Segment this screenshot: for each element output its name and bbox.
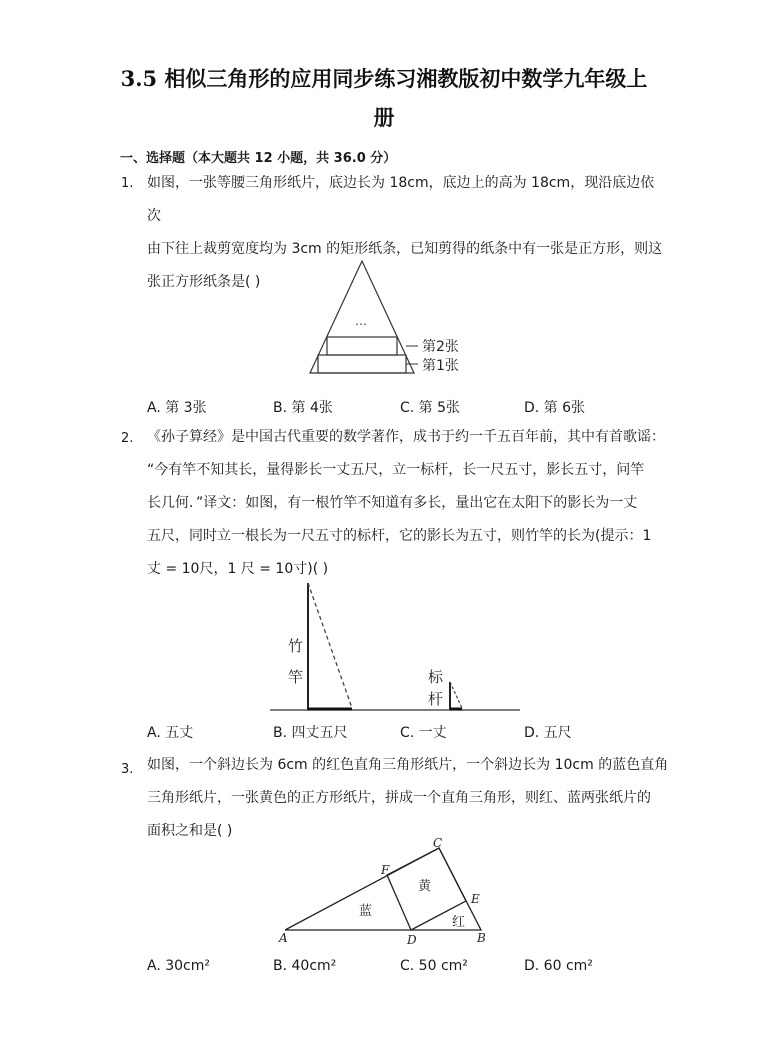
pole-label-char-2: 竿 — [288, 668, 304, 686]
stick-label-char-1: 标 — [428, 668, 444, 686]
question-3-figure — [275, 835, 495, 950]
question-3-number: 3. — [121, 762, 134, 777]
question-3-option-a: A. 30cm² — [147, 958, 210, 974]
sun-ray-stick — [450, 682, 462, 708]
question-2-option-b: B. 四丈五尺 — [273, 725, 348, 741]
question-3-option-c: C. 50 cm² — [400, 958, 468, 974]
point-A-label: A — [279, 931, 288, 945]
question-1-option-c: C. 第 5张 — [400, 400, 461, 416]
sun-ray-pole — [308, 583, 352, 708]
question-1-option-a: A. 第 3张 — [147, 400, 207, 416]
point-E-label: E — [471, 892, 480, 906]
question-1-line-3: 张正方形纸条是( ) — [147, 274, 261, 290]
stick-label-char-2: 杆 — [428, 690, 444, 708]
question-2-option-a: A. 五丈 — [147, 725, 194, 741]
red-region-label: 红 — [452, 915, 466, 930]
strip-2-label: 第2张 — [422, 339, 459, 355]
question-3-line-3: 面积之和是( ) — [147, 823, 233, 839]
blue-region-label: 蓝 — [359, 904, 373, 919]
question-1-line-1: 如图，一张等腰三角形纸片，底边长为 18cm，底边上的高为 18cm，现沿底边依次 — [147, 175, 655, 224]
question-2-number: 2. — [121, 431, 134, 446]
question-2-line-4: 五尺，同时立一根长为一尺五寸的标杆，它的影长为五寸，则竹竿的长为(提示：1 — [147, 528, 652, 544]
point-C-label: C — [433, 836, 443, 850]
question-1-option-d: D. 第 6张 — [524, 400, 586, 416]
question-2-figure — [270, 578, 530, 716]
question-2-line-3: 长几何．”译文：如图，有一根竹竿不知道有多长，量出它在太阳下的影长为一丈 — [147, 495, 638, 511]
question-3-line-2: 三角形纸片，一张黄色的正方形纸片，拼成一个直角三角形，则红、蓝两张纸片的 — [147, 790, 651, 806]
question-3-text — [147, 749, 677, 848]
question-2-line-1: 《孙子算经》是中国古代重要的数学著作，成书于约一千五百年前，其中有首歌谣： — [147, 429, 665, 445]
question-3-option-b: B. 40cm² — [273, 958, 337, 974]
question-2-option-c: C. 一丈 — [400, 725, 447, 741]
point-B-label: B — [477, 931, 486, 945]
question-1-figure — [300, 255, 480, 380]
page-title: 3.5 相似三角形的应用同步练习湘教版初中数学九年级上 — [120, 66, 648, 91]
point-F-label: F — [381, 863, 390, 877]
question-2-line-2: “今有竿不知其长，量得影长一丈五尺，立一标杆，长一尺五寸，影长五寸，问竿 — [147, 462, 645, 478]
ellipsis-dots: … — [355, 314, 367, 328]
strip-1 — [318, 355, 406, 373]
question-3-option-d: D. 60 cm² — [524, 958, 593, 974]
question-1-line-2: 由下往上裁剪宽度均为 3cm 的矩形纸条，已知剪得的纸条中有一张是正方形，则这 — [147, 241, 663, 257]
question-1-option-b: B. 第 4张 — [273, 400, 333, 416]
strip-2 — [327, 337, 397, 355]
strip-1-label: 第1张 — [422, 358, 459, 374]
question-1-number: 1. — [121, 176, 134, 191]
point-D-label: D — [407, 933, 417, 947]
yellow-region-label: 黄 — [418, 879, 432, 894]
question-3-line-1: 如图，一个斜边长为 6cm 的红色直角三角形纸片，一个斜边长为 10cm 的蓝色直角 — [147, 757, 669, 773]
question-2-line-5: 丈 = 10尺，1 尺 = 10寸)( ) — [147, 561, 329, 577]
question-2-text — [147, 421, 677, 586]
question-2-option-d: D. 五尺 — [524, 725, 572, 741]
pole-label-char-1: 竹 — [288, 637, 304, 655]
section-header: 一、选择题（本大题共 12 小题，共 36.0 分） — [120, 151, 397, 166]
page-title-continued: 册 — [373, 105, 395, 130]
